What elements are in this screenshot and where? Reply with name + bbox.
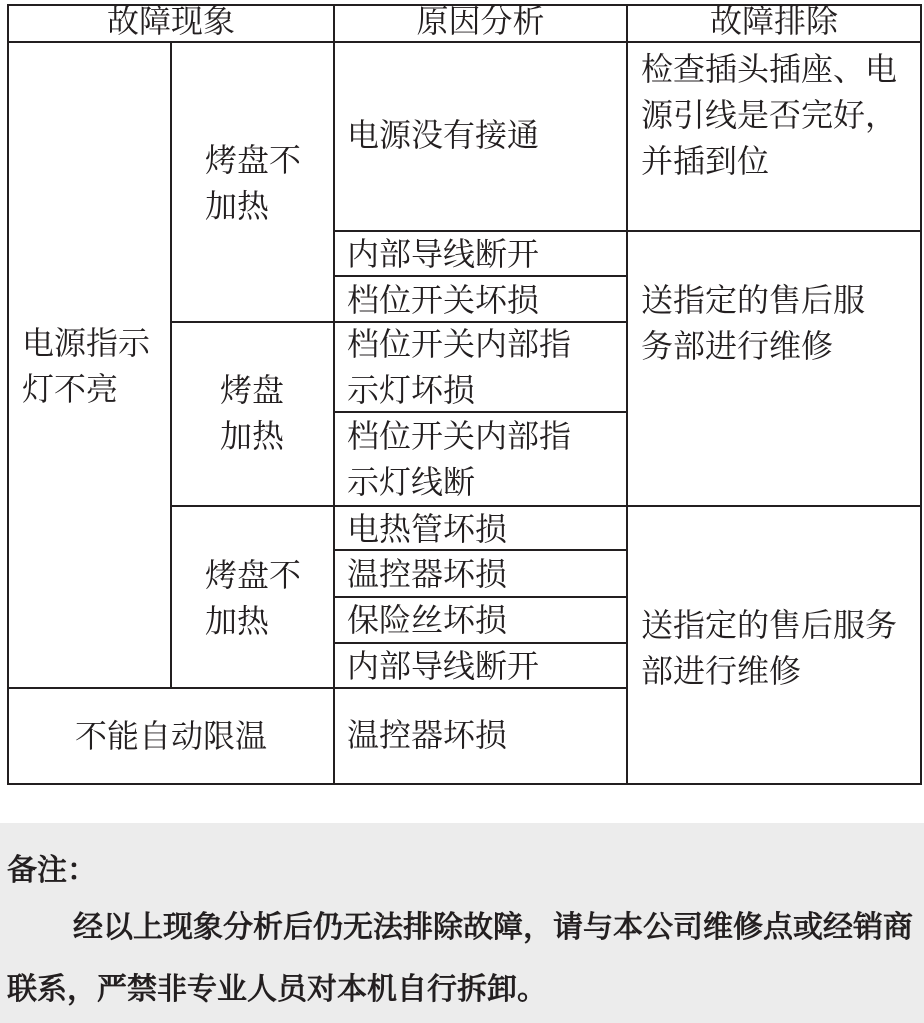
column-divider [170, 41, 172, 689]
symptom-power-light-off: 电源指示 灯不亮 [22, 324, 151, 408]
table-border-left [7, 4, 9, 785]
row-divider [170, 505, 922, 507]
header-symptom: 故障现象 [106, 1, 235, 40]
sub-symptom-plate-not-heating: 烤盘不 加热 [205, 556, 302, 640]
cause-cell: 温控器坏损 [347, 555, 508, 593]
table-border-right [920, 4, 922, 785]
cause-cell: 温控器坏损 [347, 716, 508, 754]
sub-symptom-plate-heating: 烤盘 加热 [220, 371, 285, 455]
note-body: 经以上现象分析后仍无法排除故障，请与本公司维修点或经销商联系，严禁非专业人员对本机自行拆卸。 [7, 910, 913, 1007]
table-border-bottom [7, 783, 922, 785]
symptom-no-auto-temp-limit: 不能自动限温 [74, 717, 267, 755]
column-divider [626, 4, 628, 785]
cause-cell: 电热管坏损 [347, 510, 508, 548]
remedy-cell: 送指定的售后服 务部进行维修 [641, 281, 866, 365]
sub-symptom-plate-not-heating: 烤盘不 加热 [205, 141, 302, 225]
cause-cell: 电源没有接通 [347, 116, 540, 154]
cause-cell: 档位开关内部指 示灯线断 [347, 417, 572, 501]
cause-cell: 内部导线断开 [347, 235, 540, 273]
column-divider [333, 4, 335, 785]
header-remedy: 故障排除 [709, 1, 838, 40]
remedy-cell: 检查插头插座、电 源引线是否完好， 并插到位 [641, 50, 898, 180]
cause-cell: 档位开关内部指 示灯坏损 [347, 325, 572, 409]
note-title: 备注： [7, 853, 97, 888]
cause-cell: 保险丝坏损 [347, 601, 508, 639]
header-cause: 原因分析 [416, 1, 545, 40]
cause-cell: 内部导线断开 [347, 647, 540, 685]
remedy-cell: 送指定的售后服务 部进行维修 [641, 606, 898, 690]
note-box [0, 823, 924, 1023]
cause-cell: 档位开关坏损 [347, 281, 540, 319]
